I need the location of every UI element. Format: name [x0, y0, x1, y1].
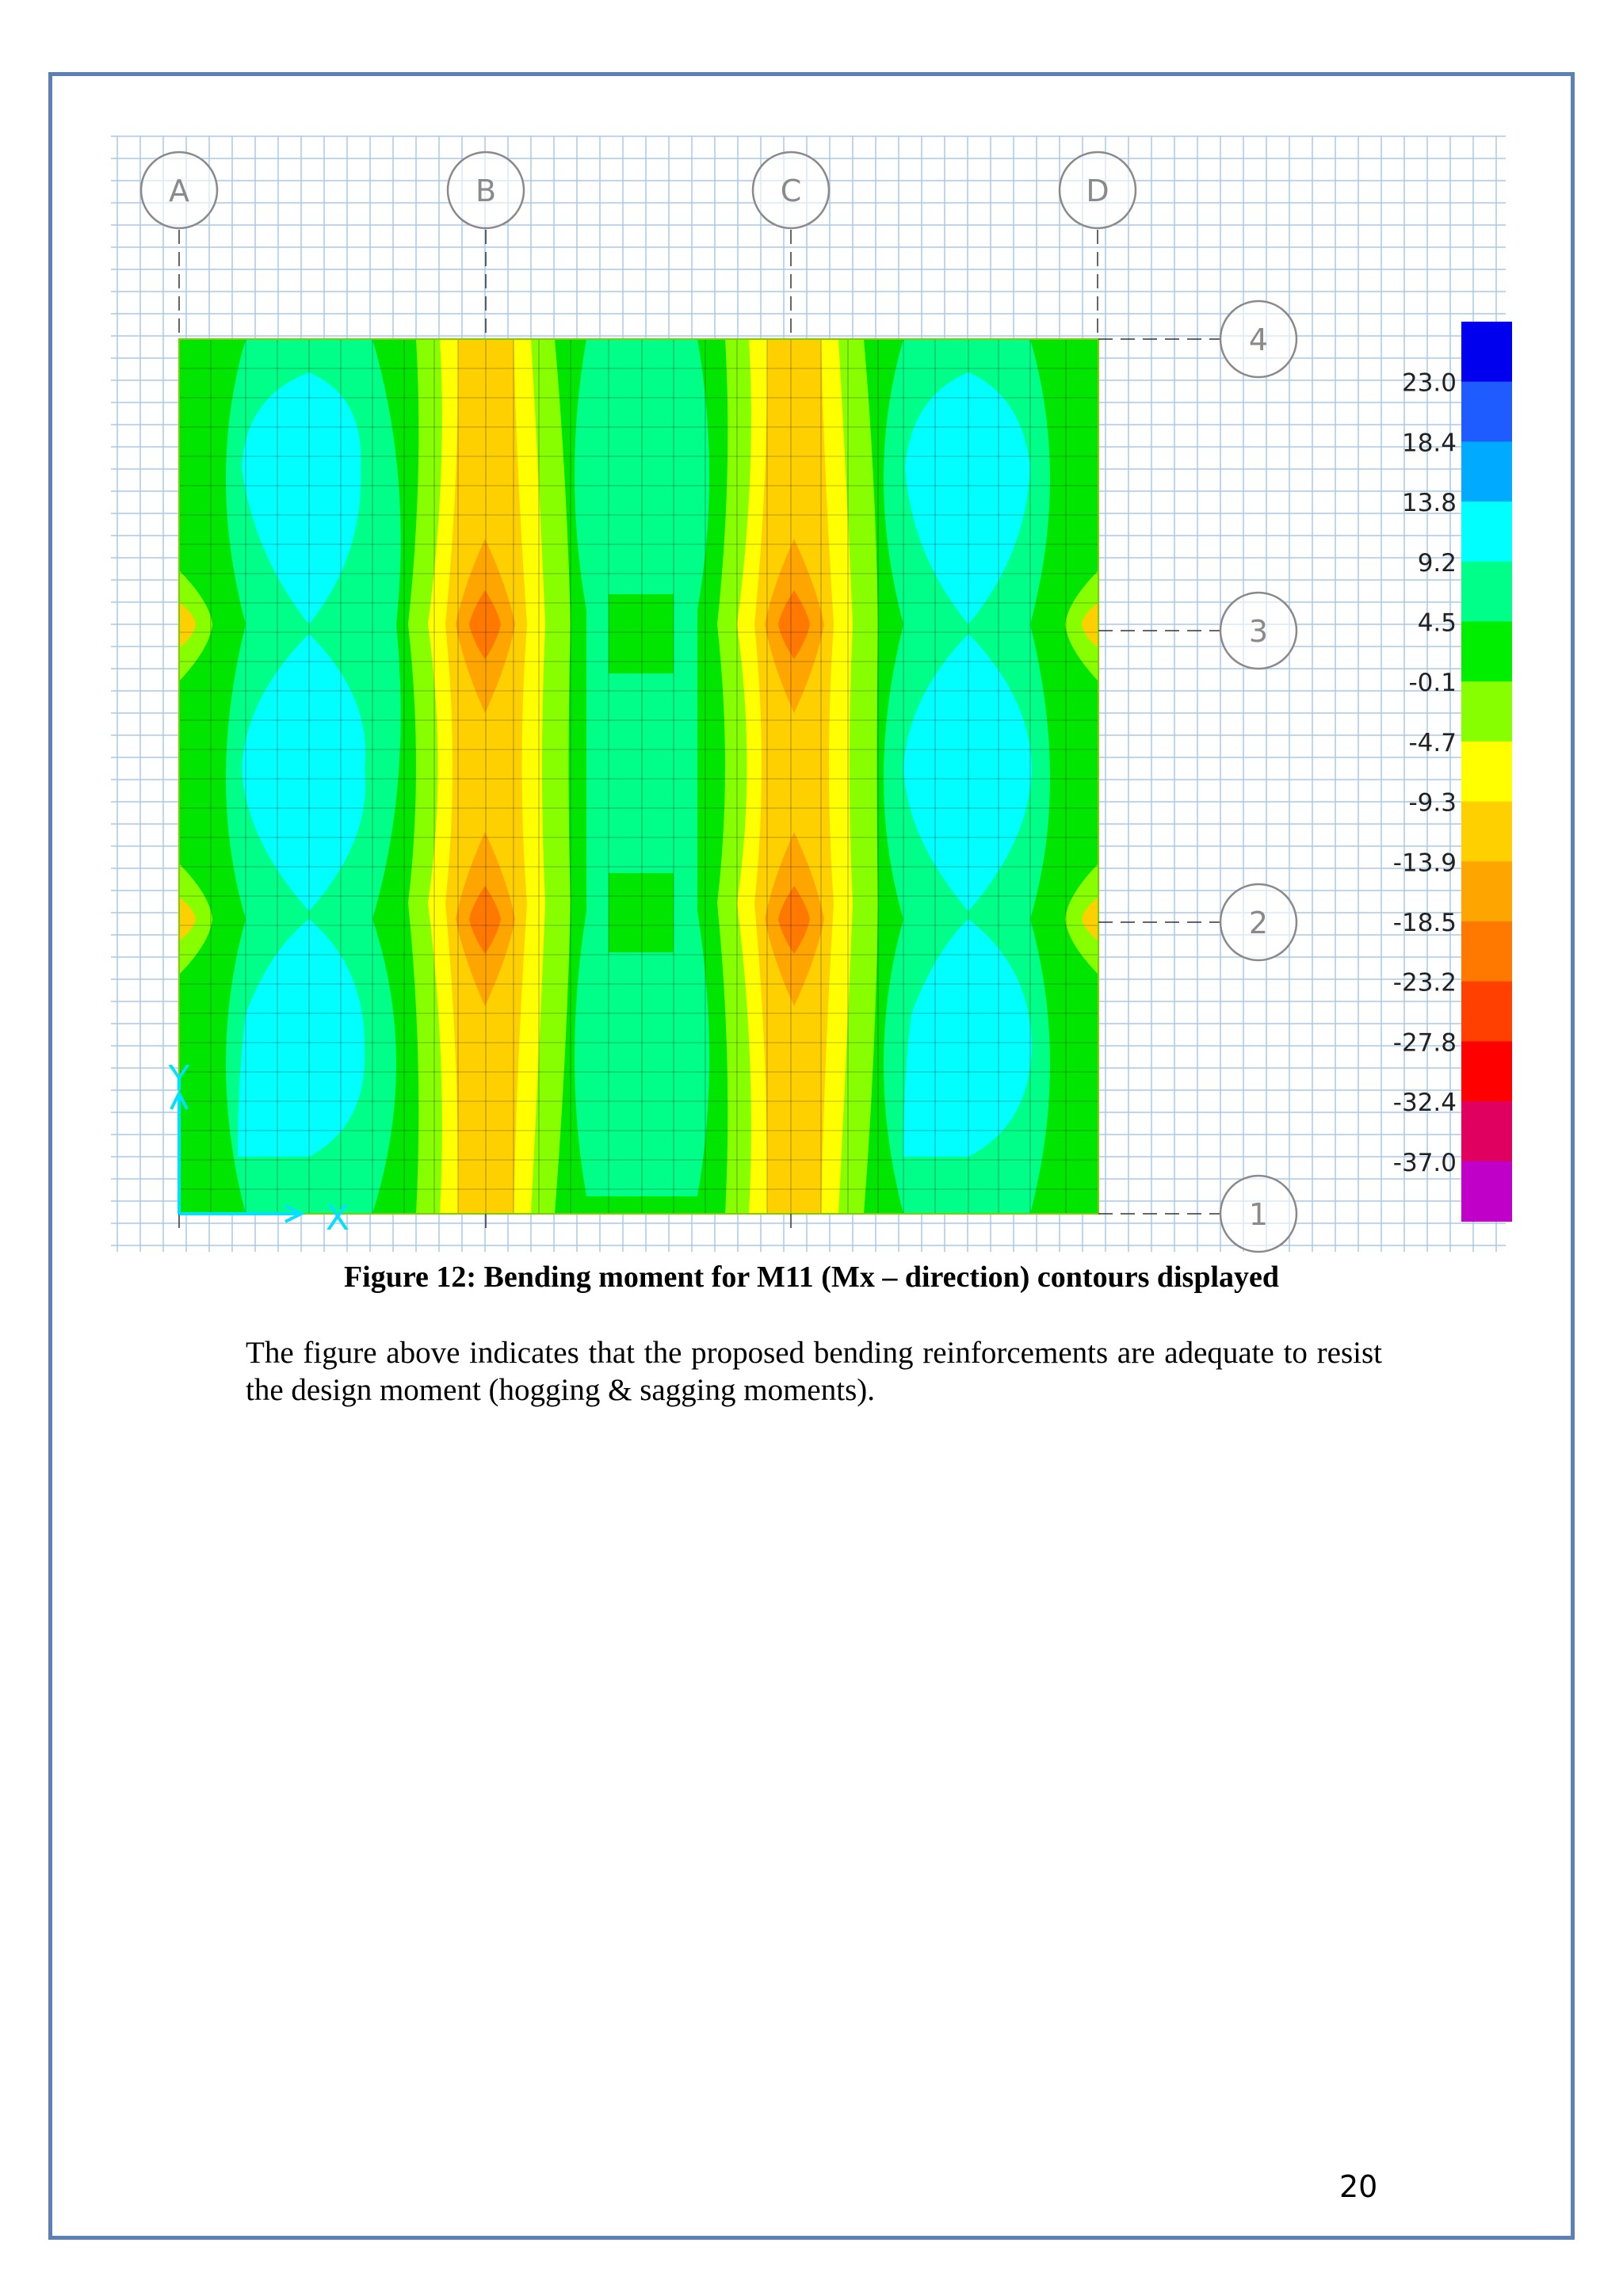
legend-color-swatch	[1461, 861, 1512, 921]
legend-value-label: 23.0	[1401, 368, 1457, 398]
legend-color-swatch	[1461, 982, 1512, 1042]
column-label-a: A	[169, 174, 189, 208]
legend-color-swatch	[1461, 1041, 1512, 1101]
figure-caption: Figure 12: Bending moment for M11 (Mx – direction) contours displayed	[343, 1261, 1280, 1294]
column-bubble-b	[448, 152, 524, 228]
legend-value-label: -23.2	[1392, 968, 1457, 997]
column-label-b: B	[475, 174, 497, 208]
legend-value-label: -18.5	[1392, 909, 1457, 937]
legend-color-swatch	[1461, 1101, 1512, 1161]
row-bubble-2	[1220, 884, 1296, 960]
legend-value-label: 9.2	[1417, 548, 1457, 578]
row-label-3: 3	[1248, 614, 1269, 649]
column-bubble-d	[1060, 152, 1136, 228]
legend-color-swatch	[1461, 382, 1512, 442]
legend-color-swatch	[1461, 742, 1512, 802]
body-paragraph: The figure above indicates that the proposed bending reinforcements are adequate to resist the design moment (hogging & sagging moments).	[246, 1336, 1382, 1407]
contour-green-center-lower	[609, 873, 674, 952]
row-bubble-1	[1220, 1176, 1296, 1252]
row-label-4: 4	[1248, 322, 1269, 357]
column-bubble-c	[753, 152, 829, 228]
row-bubble-3	[1220, 593, 1296, 669]
legend-color-swatch	[1461, 1161, 1512, 1222]
moment-contour-figure	[111, 127, 1522, 1268]
legend-color-swatch	[1461, 322, 1512, 382]
legend-value-label: -9.3	[1408, 788, 1457, 818]
axis-label-y: Y	[168, 1058, 190, 1099]
legend-value-label: 13.8	[1401, 489, 1457, 518]
legend-value-label: 18.4	[1401, 429, 1457, 458]
legend-value-label: -37.0	[1392, 1148, 1457, 1177]
legend-color-swatch	[1461, 622, 1512, 682]
contour-gold-c	[754, 339, 834, 1214]
legend-color-swatch	[1461, 681, 1512, 742]
axis-label-x: X	[325, 1198, 350, 1238]
contour-legend	[1393, 322, 1512, 1222]
column-label-c: C	[780, 174, 802, 208]
legend-color-swatch	[1461, 502, 1512, 562]
legend-color-swatch	[1461, 921, 1512, 982]
column-bubble-a	[141, 152, 217, 228]
legend-color-swatch	[1461, 802, 1512, 862]
legend-color-swatch	[1461, 562, 1512, 622]
legend-value-label: -32.4	[1392, 1089, 1457, 1118]
column-label-d: D	[1086, 174, 1109, 208]
legend-value-label: -4.7	[1408, 728, 1457, 757]
legend-value-label: -27.8	[1392, 1028, 1457, 1058]
legend-value-label: 4.5	[1417, 608, 1457, 638]
legend-value-label: -13.9	[1392, 849, 1457, 878]
page-number: 20	[1339, 2169, 1378, 2204]
row-label-1: 1	[1248, 1197, 1269, 1232]
row-bubble-4	[1220, 301, 1296, 377]
legend-color-swatch	[1461, 441, 1512, 502]
row-label-2: 2	[1248, 906, 1269, 940]
legend-value-label: -0.1	[1408, 669, 1457, 698]
contour-slab	[179, 339, 1098, 1214]
